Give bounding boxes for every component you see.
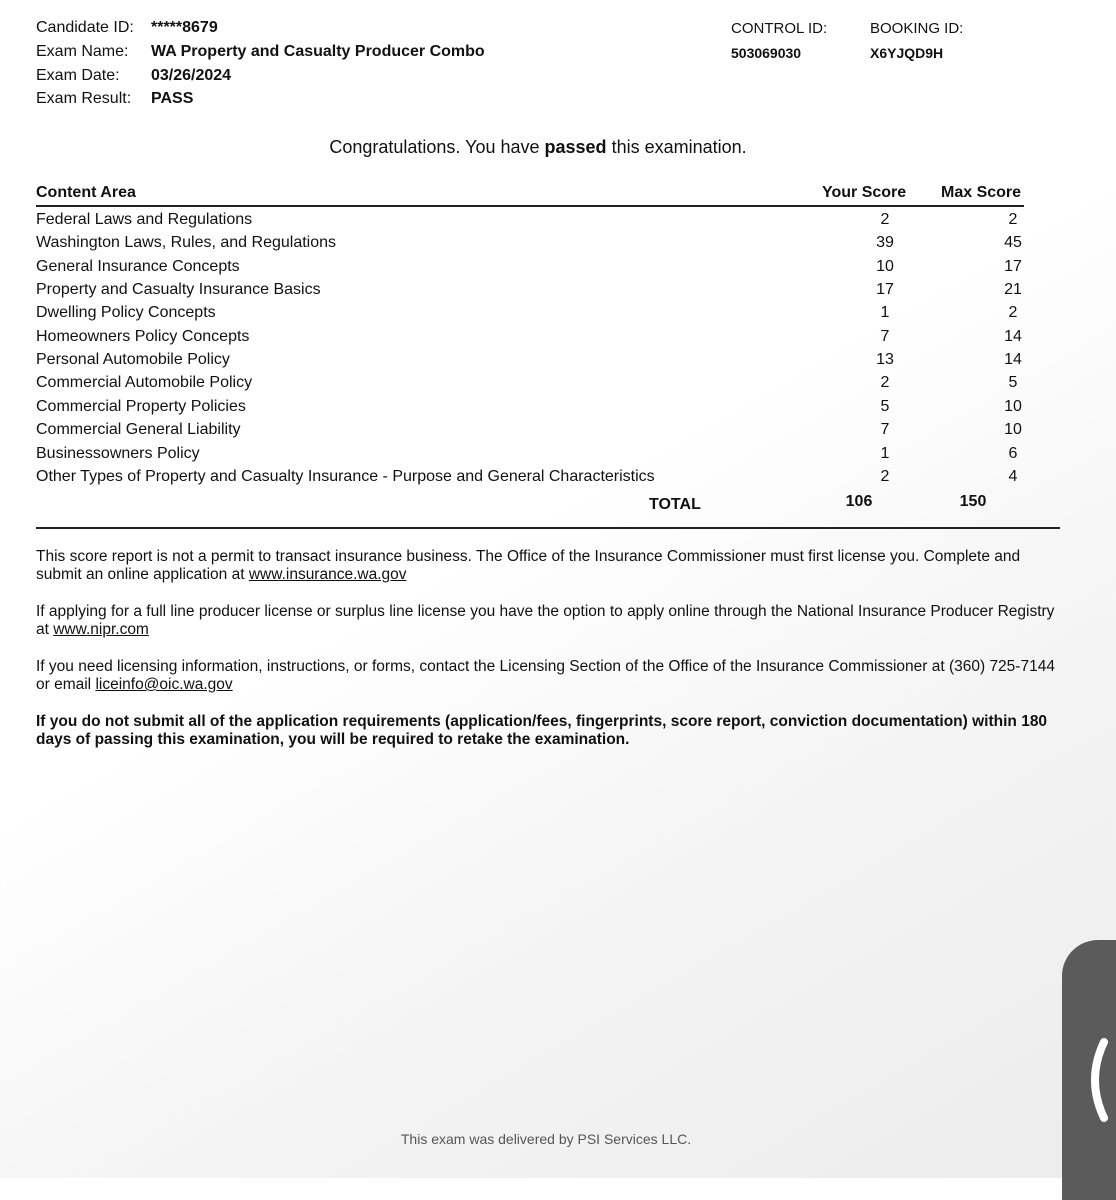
max-score-cell: 14 [1004,327,1022,345]
your-score-cell: 2 [880,467,890,485]
chevron-left-icon [1078,1038,1110,1122]
content-area-cell: Personal Automobile Policy [36,351,230,369]
your-score-cell: 2 [880,374,890,392]
content-area-cell: Commercial Property Policies [36,397,246,415]
total-your-score: 106 [845,493,873,510]
your-score-cell: 7 [880,421,890,439]
exam-name-label: Exam Name: [36,43,129,60]
insurance-wa-link[interactable]: www.insurance.wa.gov [248,566,407,583]
control-id-label: CONTROL ID: [731,20,828,37]
congratulations-message: Congratulations. You have passed this examination. [329,137,747,157]
exam-result-value: PASS [151,90,194,107]
your-score-cell: 1 [880,304,890,322]
your-score-cell: 5 [880,397,890,415]
content-area-header: Content Area [36,184,136,201]
table-row [36,468,1026,491]
max-score-cell: 4 [1008,467,1018,485]
table-row [36,211,1026,234]
nipr-link[interactable]: www.nipr.com [53,621,149,638]
your-score-cell: 1 [880,444,890,462]
your-score-cell: 2 [880,211,890,228]
footer-credit: This exam was delivered by PSI Services LLC. [400,1131,692,1147]
back-button[interactable] [1062,940,1116,1200]
content-area-cell: Property and Casualty Insurance Basics [36,281,321,299]
content-area-cell: Commercial Automobile Policy [36,374,253,392]
your-score-cell: 10 [876,257,894,275]
table-row [36,398,1026,421]
table-row [36,281,1026,304]
total-label: TOTAL [649,496,701,513]
licensing-note: If you need licensing information, instructions, or forms, contact the Licensing Section of the Office of the Insurance Commissioner at (360) 725-7144 or email liceinfo@oic.wa.gov [36,658,1055,693]
content-area-cell: Other Types of Property and Casualty Insurance - Purpose and General Characteristics [36,467,655,485]
max-score-header: Max Score [941,184,1022,201]
your-score-cell: 17 [876,281,894,299]
your-score-cell: 39 [876,234,894,252]
exam-name-value: WA Property and Casualty Producer Combo [151,43,485,60]
your-score-cell: 13 [876,351,894,369]
your-score-header: Your Score [822,184,907,201]
max-score-cell: 10 [1004,397,1022,415]
max-score-cell: 14 [1004,351,1022,369]
content-area-cell: Businessowners Policy [36,444,200,462]
max-score-cell: 21 [1004,281,1022,299]
content-area-cell: Commercial General Liability [36,421,241,439]
max-score-cell: 6 [1008,444,1018,462]
deadline-warning: If you do not submit all of the application requirements (application/fees, fingerprints, score report, conviction documentation) within 180 days of passing this examination, you will be required to retake the examination. [36,713,1048,748]
permit-note: This score report is not a permit to transact insurance business. The Office of the Insurance Commissioner must first license you. Complete and submit an online application at www.insurance.wa.gov [36,548,1021,583]
your-score-cell: 7 [880,327,890,345]
table-row [36,258,1026,281]
max-score-cell: 17 [1004,257,1022,275]
table-row [36,351,1026,374]
exam-date-label: Exam Date: [36,67,120,84]
liceinfo-email-link[interactable]: liceinfo@oic.wa.gov [95,676,233,693]
content-area-cell: Washington Laws, Rules, and Regulations [36,234,337,252]
booking-id-value: X6YJQD9H [870,45,944,61]
control-id-value: 503069030 [731,45,802,61]
content-area-cell: Dwelling Policy Concepts [36,304,216,322]
table-row [36,374,1026,397]
header-rule [36,205,1024,207]
candidate-id-label: Candidate ID: [36,19,134,36]
table-row [36,421,1026,444]
total-max-score: 150 [959,493,987,510]
content-area-cell: General Insurance Concepts [36,257,240,275]
table-row [36,328,1026,351]
exam-date-value: 03/26/2024 [151,67,232,84]
table-row [36,445,1026,468]
max-score-cell: 45 [1004,234,1022,252]
max-score-cell: 5 [1008,374,1018,392]
max-score-cell: 2 [1008,304,1018,322]
max-score-cell: 10 [1004,421,1022,439]
exam-result-label: Exam Result: [36,90,132,107]
content-area-cell: Homeowners Policy Concepts [36,327,250,345]
table-row [36,234,1026,257]
total-rule [36,527,1060,529]
candidate-id-value: *****8679 [151,19,218,36]
max-score-cell: 2 [1008,211,1018,228]
content-area-cell: Federal Laws and Regulations [36,211,253,228]
table-row [36,304,1026,327]
nipr-note: If applying for a full line producer license or surplus line license you have the option to apply online through the National Insurance Producer Registry at www.nipr.com [36,603,1055,638]
booking-id-label: BOOKING ID: [870,20,964,37]
